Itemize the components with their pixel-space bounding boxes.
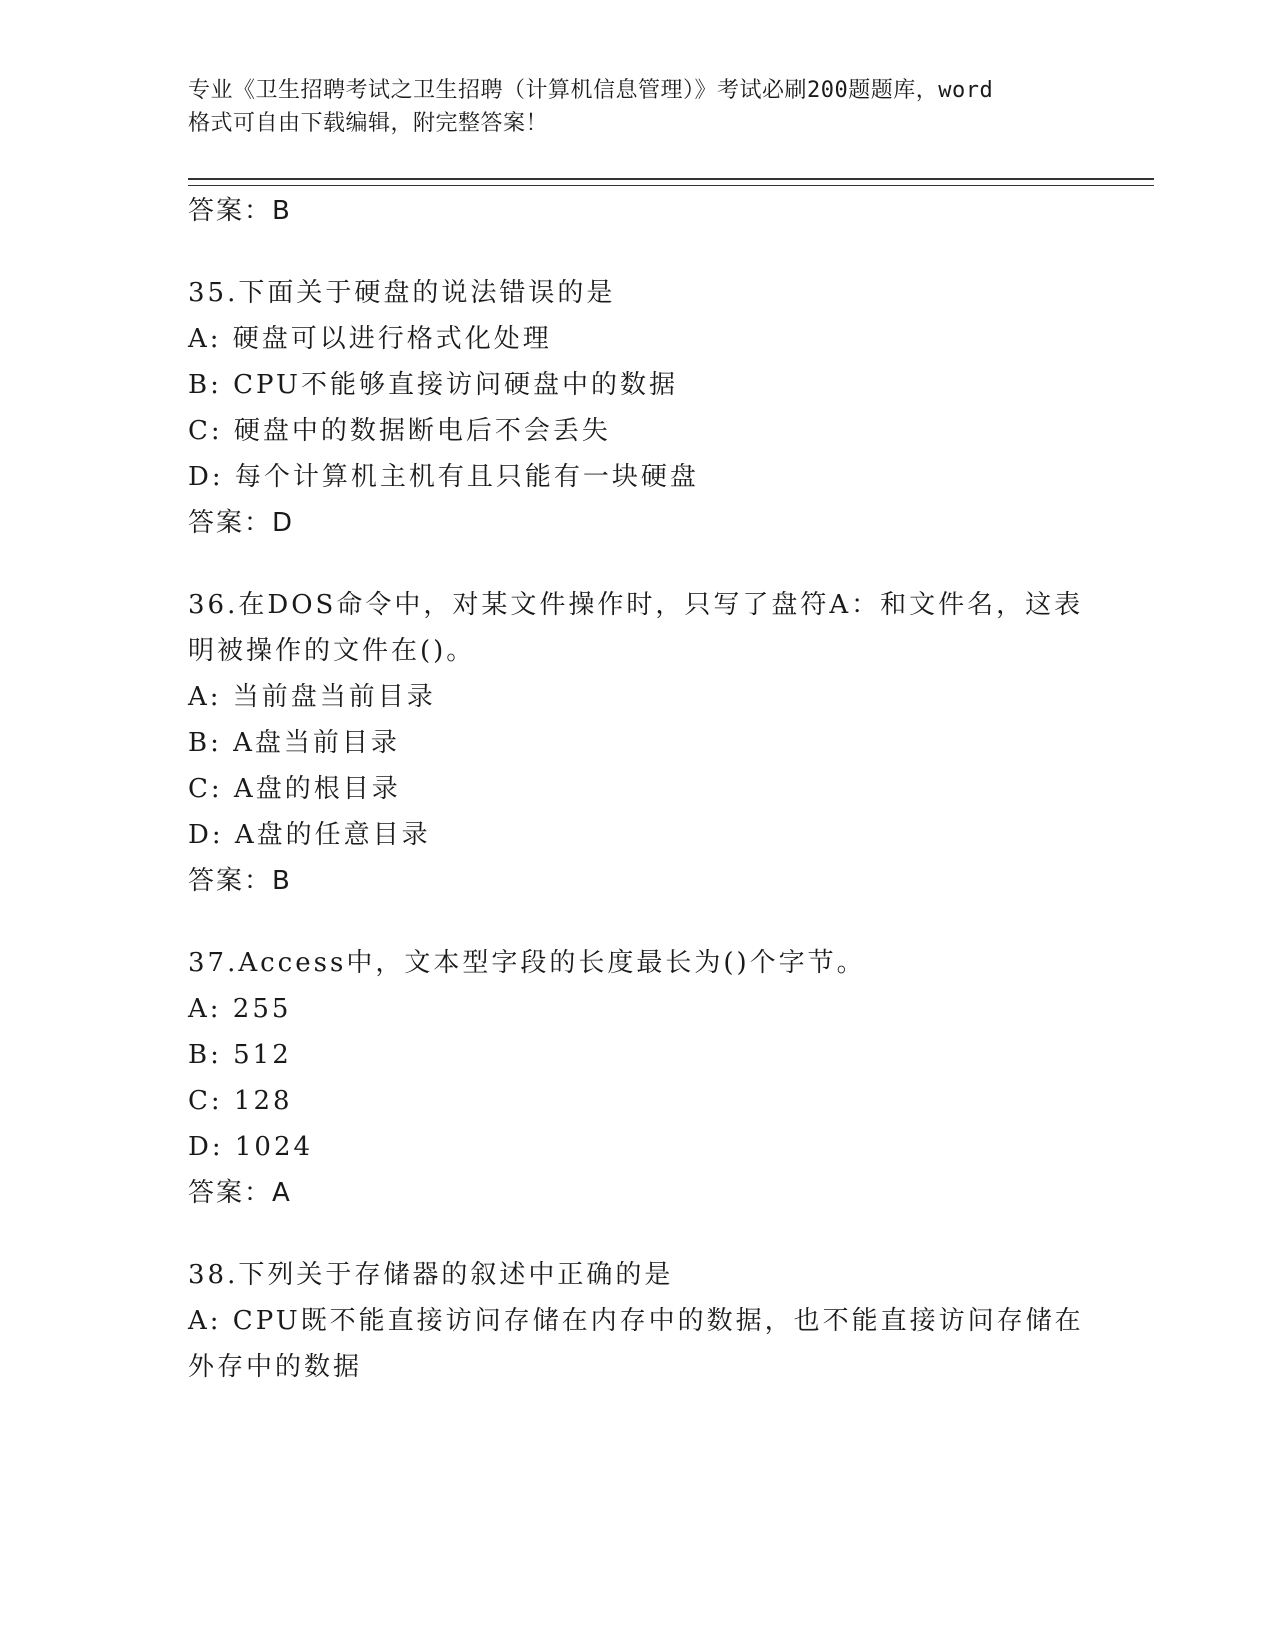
answer-line: 答案：B <box>188 866 292 896</box>
option-a: A: 255 <box>188 994 292 1024</box>
answer-line: 答案：A <box>188 1178 292 1208</box>
question-stem: 36.在DOS命令中，对某文件操作时，只写了盘符A：和文件名，这表明被操作的文件在()。 <box>188 590 1084 666</box>
option-c: C: 硬盘中的数据断电后不会丢失 <box>188 416 611 446</box>
question-37 <box>188 940 1088 1216</box>
option-c: C: A盘的根目录 <box>188 774 401 804</box>
option-b: B: CPU不能够直接访问硬盘中的数据 <box>188 370 678 400</box>
question-35 <box>188 270 1088 546</box>
question-list <box>188 188 1088 1390</box>
option-d: D: A盘的任意目录 <box>188 820 431 850</box>
answer-line: 答案：B <box>188 196 292 226</box>
option-c: C: 128 <box>188 1086 293 1116</box>
option-a: A: CPU既不能直接访问存储在内存中的数据，也不能直接访问存储在外存中的数据 <box>188 1306 1084 1382</box>
question-stem: 35.下面关于硬盘的说法错误的是 <box>188 278 616 308</box>
header-line-2: 格式可自由下载编辑，附完整答案！ <box>188 111 549 136</box>
option-b: B: 512 <box>188 1040 292 1070</box>
option-a: A: 硬盘可以进行格式化处理 <box>188 324 552 354</box>
header-divider <box>188 178 1154 186</box>
option-a: A: 当前盘当前目录 <box>188 682 436 712</box>
header-line-1: 专业《卫生招聘考试之卫生招聘（计算机信息管理）》考试必刷200题题库，word <box>188 78 994 103</box>
question-38 <box>188 1252 1088 1390</box>
answer-line: 答案：D <box>188 508 295 538</box>
option-d: D: 每个计算机主机有且只能有一块硬盘 <box>188 462 699 492</box>
question-stem: 38.下列关于存储器的叙述中正确的是 <box>188 1260 674 1290</box>
question-stem: 37.Access中，文本型字段的长度最长为()个字节。 <box>188 948 866 978</box>
page-header <box>188 74 1088 140</box>
question-36 <box>188 582 1088 904</box>
option-b: B: A盘当前目录 <box>188 728 400 758</box>
option-d: D: 1024 <box>188 1132 314 1162</box>
